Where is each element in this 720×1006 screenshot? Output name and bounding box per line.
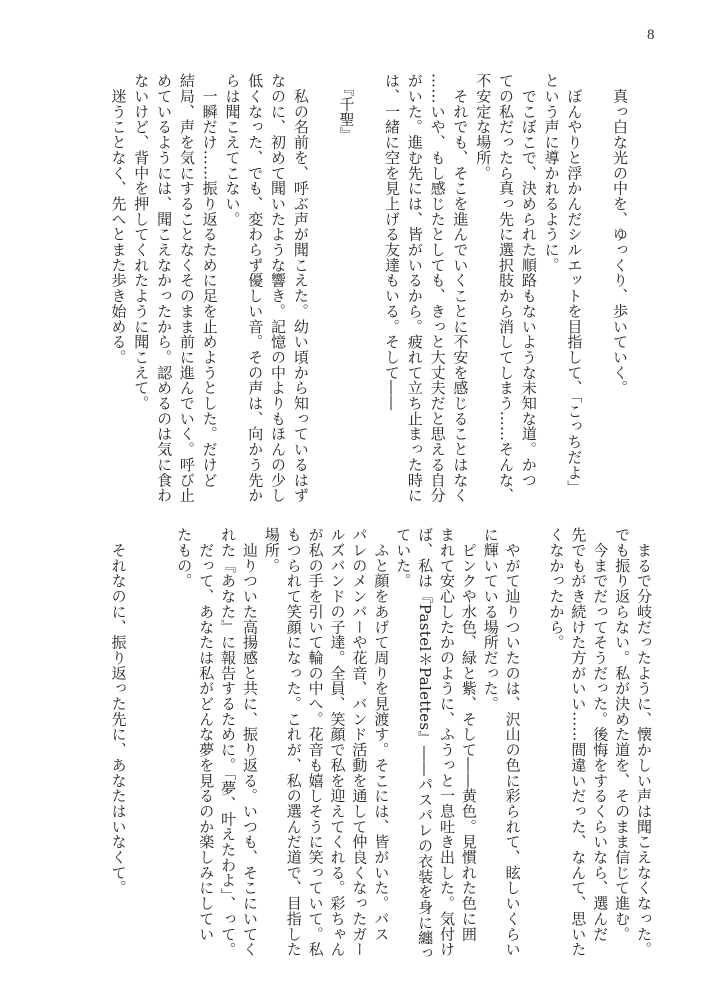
- text-line: らは聞こえてこない。: [223, 73, 242, 227]
- text-line: ぼんやりと浮かんだシルエットを目指して、「こっちだよ」: [565, 73, 584, 496]
- text-line: ふと顔をあげて周りを見渡す。そこには、皆がいた。パス: [372, 527, 391, 942]
- text-line: まるで分岐だったように、懐かしい声は聞こえなくなった。: [635, 527, 653, 957]
- text-line: ……いや、もし感じたとしても、きっと大丈夫だと思える自分: [428, 73, 447, 503]
- text-line: という声に導かれるように。: [542, 73, 561, 273]
- text-line: もつられて笑顔になった。これが、私の選んだ道で、目指した: [284, 527, 303, 957]
- text-line: パレのメンバーや花音、バンド活動を通して仲良くなったガー: [350, 527, 369, 957]
- text-line: ば、私は『Pastel＊Palettes』――パスパレの衣装を身に纏っ: [416, 527, 435, 961]
- text-line: でこぼこで、決められた順路もないような未知な道。かつ: [519, 73, 538, 488]
- text-line: ての私だったら真っ先に選択肢から消してしまう……そんな、: [497, 73, 516, 503]
- text-line: 先でもがき続けた方がいい……間違いだった、なんて、思いた: [569, 527, 588, 957]
- text-line: れた『あなた』に報告するために。「夢、叶えたわよ」、って。: [219, 527, 238, 958]
- text-line: 『千聖』: [337, 73, 356, 143]
- text-line: 不安定な場所。: [474, 73, 493, 181]
- text-line: ないけど、背中を押してくれたように聞こえて。: [132, 73, 151, 411]
- text-line: 場所。: [262, 527, 281, 574]
- text-line: やがて辿りついたのは、沢山の色に彩られて、眩しいくらい: [503, 527, 522, 957]
- text-line: だって、あなたは私がどんな夢を見るのか楽しみにしてい: [197, 527, 216, 942]
- text-line: 今までだってそうだった。後悔をするくらいなら、選んだ: [591, 527, 610, 942]
- text-line: 真っ白な光の中を、ゆっくり、歩いていく。: [611, 73, 629, 396]
- page-number: 8: [647, 27, 655, 43]
- text-line: ルズバンドの子達。全員、笑顔で私を迎えてくれる。彩ちゃん: [328, 527, 347, 957]
- blank-line: [312, 73, 335, 503]
- text-tier-bottom: [107, 527, 654, 961]
- text-line: ていた。: [394, 527, 413, 589]
- text-line: でも振り返らない。私が決めた道を、そのまま信じて進む。: [613, 527, 632, 942]
- text-line: がいた。進む先には、皆がいるから。疲れて立ち止まった時に: [405, 73, 424, 503]
- blank-line: [357, 73, 380, 503]
- text-line: 私の名前を、呼ぶ声が聞こえた。幼い頃から知っているはず: [291, 73, 310, 503]
- blank-line: [151, 527, 173, 961]
- text-line: それなのに、振り返った先に、あなたはいなくて。: [109, 527, 128, 896]
- text-line: 迷うことなく、先へとまた歩き始める。: [109, 73, 128, 365]
- text-line: 一瞬だけ……振り返るために足を止めようとした。だけど: [200, 73, 219, 488]
- text-line: それでも、そこを進んでいくことに不安を感じることはなく: [451, 73, 470, 503]
- text-line: 辿りついた高揚感と共に、振り返る。いつも、そこにいてく: [240, 527, 259, 957]
- blank-line: [129, 527, 151, 961]
- text-line: が私の手を引いて輪の中へ。花音も嬉しそうに笑っていて。私: [306, 527, 325, 957]
- text-line: に輝いている場所だった。: [481, 527, 500, 712]
- text-line: たもの。: [175, 527, 194, 589]
- text-tier-top: [107, 73, 631, 503]
- text-line: くなかったから。: [547, 527, 566, 650]
- text-line: 結局、声を気にすることなくそのまま前に進んでいく。呼び止: [177, 73, 196, 503]
- blank-line: [523, 527, 545, 961]
- text-line: めているようには、聞こえなかったから。認めるのは気に食わ: [155, 73, 174, 503]
- text-line: まれて安心したかのように、ふうっと一息吐き出した。気付け: [437, 527, 456, 957]
- text-line: 低くなった、でも、変わらず優しい音。その声は、向かう先か: [246, 73, 265, 503]
- blank-line: [585, 73, 608, 503]
- text-line: は、一緒に空を見上げる友達もいる。そして――: [383, 73, 402, 411]
- text-line: なのに、初めて聞いたような響き。記憶の中よりもほんの少し: [269, 73, 288, 503]
- text-line: ピンクや水色、緑と紫、そして――黄色。見慣れた色に囲: [459, 527, 478, 942]
